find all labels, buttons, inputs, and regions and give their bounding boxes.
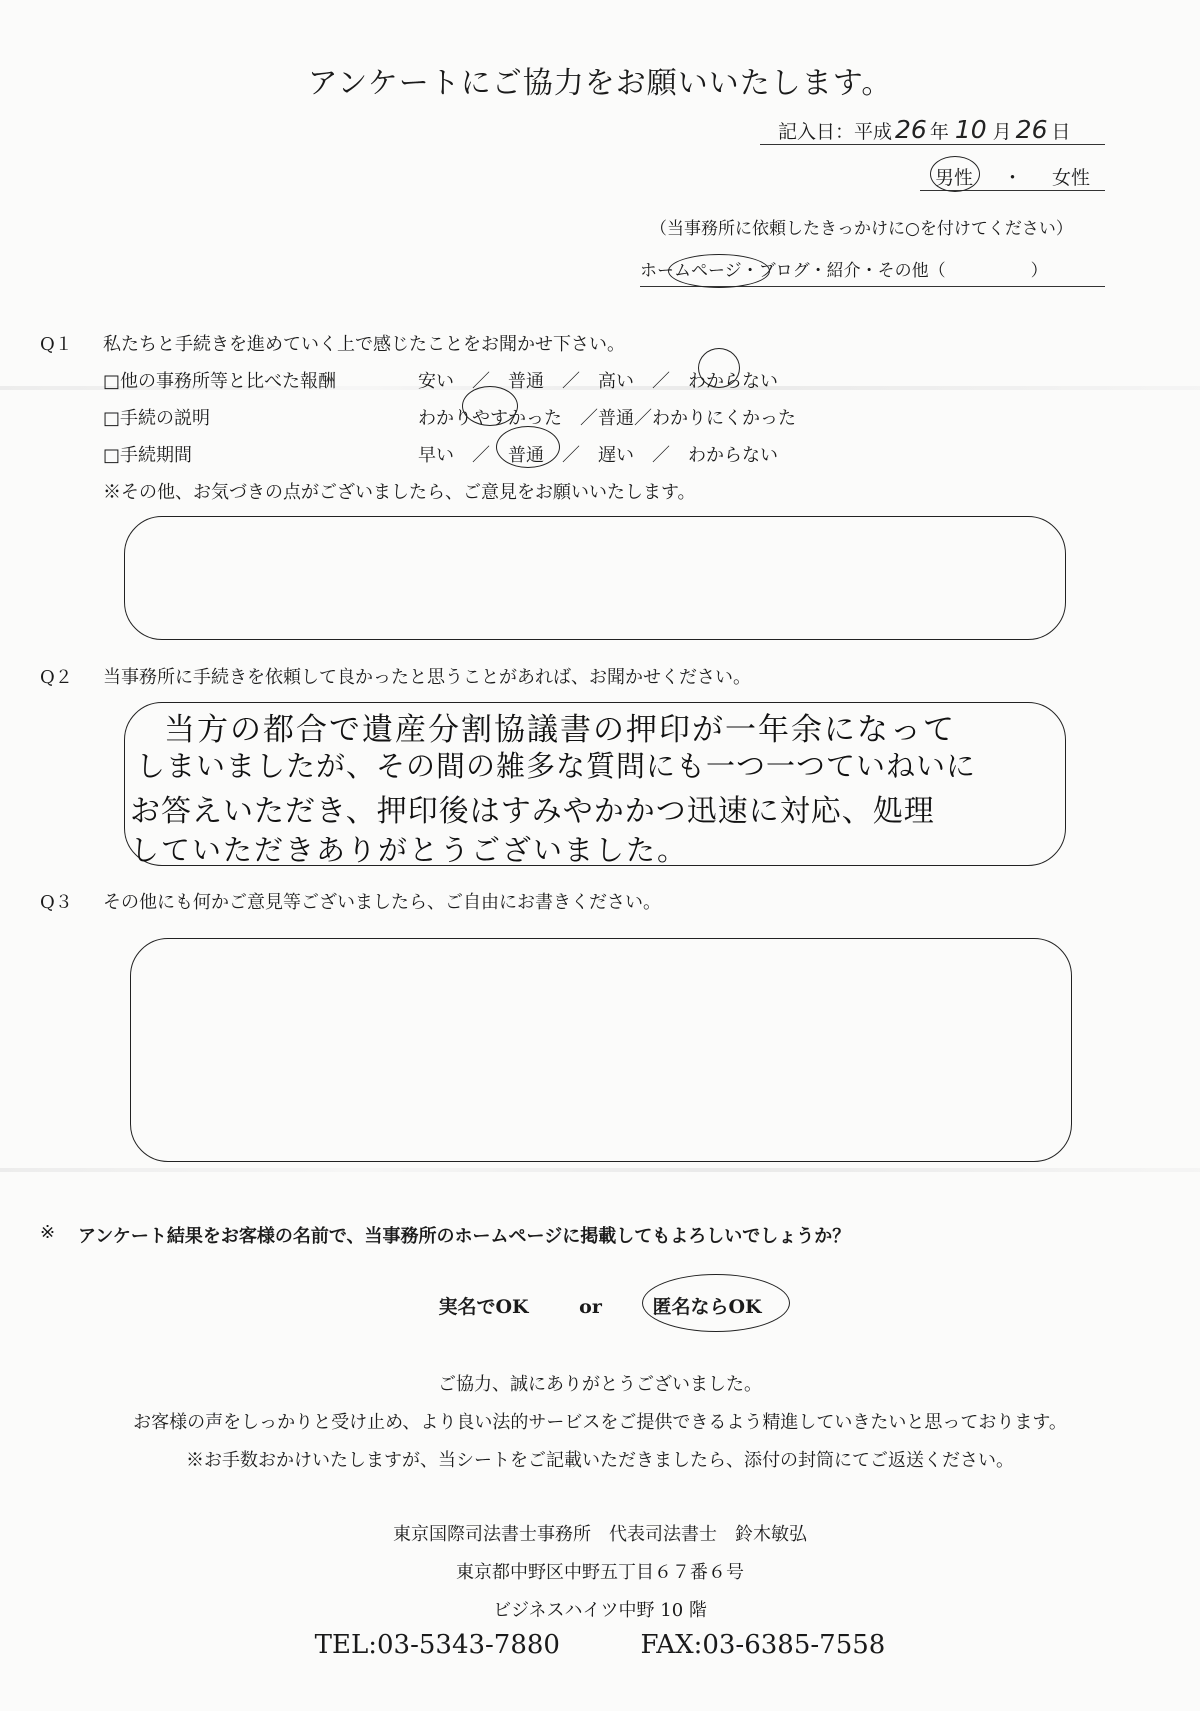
q1-row-period-options[interactable]: 早い ／ 普通 ／ 遅い ／ わからない (418, 445, 778, 466)
scan-artifact (0, 1168, 1200, 1172)
day-unit: 日 (1051, 121, 1071, 143)
publish-mark: ※ (40, 1222, 56, 1243)
footer-return-note: ※お手数おかけいたしますが、当シートをご記載いただきましたら、添付の封筒にてご返送ください。 (186, 1450, 1014, 1471)
q1-comment-box[interactable] (124, 516, 1066, 640)
trigger-note: （当事務所に依頼したきっかけに○を付けてください） (650, 219, 1073, 239)
selected-circle (496, 426, 560, 468)
contact-address-2: ビジネスハイツ中野 10 階 (493, 1600, 707, 1621)
gender-separator: ・ (1002, 167, 1022, 189)
q2-number: Q２ (40, 667, 73, 688)
page-title: アンケートにご協力をお願いいたします。 (307, 66, 893, 101)
q2-answer-line: しまいましたが、その間の雑多な質問にも一つ一つていねいに (136, 749, 977, 783)
selected-circle (698, 348, 740, 388)
footer-thanks: ご協力、誠にありがとうございました。 (438, 1374, 762, 1395)
date-day: 26 (1015, 115, 1048, 144)
q1-note: ※その他、お気づきの点がございましたら、ご意見をお願いいたします。 (103, 482, 696, 503)
q1-row-explanation-options[interactable]: わかりやすかった ／普通／わかりにくかった (418, 408, 796, 429)
gender-line (920, 160, 1105, 191)
footer-message: お客様の声をしっかりと受け止め、より良い法的サービスをご提供できるよう精進していきたいと思っております。 (133, 1412, 1067, 1433)
trigger-options-text[interactable]: ホームページ・ブログ・紹介・その他（ ） (640, 261, 1048, 281)
contact-office: 東京国際司法書士事務所 代表司法書士 鈴木敏弘 (393, 1524, 807, 1545)
q1-question: 私たちと手続きを進めていく上で感じたことをお聞かせ下さい。 (103, 334, 625, 355)
publish-question: アンケート結果をお客様の名前で、当事務所のホームページに掲載してもよろしいでしょうか？ (78, 1226, 851, 1247)
trigger-options (640, 256, 1105, 287)
publish-options (0, 1292, 1200, 1319)
selected-circle (462, 386, 518, 426)
month-unit: 月 (992, 121, 1012, 143)
publish-or: or (579, 1296, 602, 1318)
q1-row-period-label[interactable]: □手続期間 (103, 445, 193, 466)
publish-real-name-option[interactable]: 実名でOK (438, 1296, 529, 1318)
date-line (760, 112, 1105, 145)
q3-comment-box[interactable] (130, 938, 1072, 1162)
q1-number: Q１ (40, 334, 73, 355)
selected-circle (642, 1274, 790, 1332)
q1-row-fee-options[interactable]: 安い ／ 普通 ／ 高い ／ わからない (418, 371, 778, 392)
date-label: 記入日：平成 (778, 121, 893, 143)
publish-anonymous-option[interactable]: 匿名ならOK (652, 1292, 761, 1319)
date-year: 26 (895, 115, 927, 144)
year-unit: 年 (929, 121, 949, 143)
q3-question: その他にも何かご意見等ございましたら、ご自由にお書きください。 (103, 892, 661, 913)
contact-address-1: 東京都中野区中野五丁目６７番６号 (456, 1562, 744, 1583)
contact-phone-fax (0, 1630, 1200, 1660)
q1-row-explanation-label[interactable]: □手続の説明 (103, 408, 211, 429)
q3-number: Q３ (40, 892, 73, 913)
q2-answer-line: していただきありがとうございました。 (130, 833, 689, 867)
contact-fax: FAX:03-6385-7558 (640, 1630, 886, 1660)
gender-male[interactable]: 男性 (935, 163, 973, 190)
selected-circle (668, 254, 770, 288)
selected-circle (930, 156, 980, 192)
contact-tel: TEL:03-5343-7880 (314, 1630, 560, 1660)
gender-female[interactable]: 女性 (1051, 167, 1090, 189)
q2-question: 当事務所に手続きを依頼して良かったと思うことがあれば、お聞かせください。 (103, 667, 751, 688)
q2-answer-line: 当方の都合で遺産分割協議書の押印が一年余になって (164, 712, 956, 748)
date-month: 10 (954, 115, 987, 144)
q2-answer-line: お答えいただき、押印後はすみやかかつ迅速に対応、処理 (130, 794, 935, 829)
q1-row-fee-label[interactable]: □他の事務所等と比べた報酬 (103, 371, 337, 392)
